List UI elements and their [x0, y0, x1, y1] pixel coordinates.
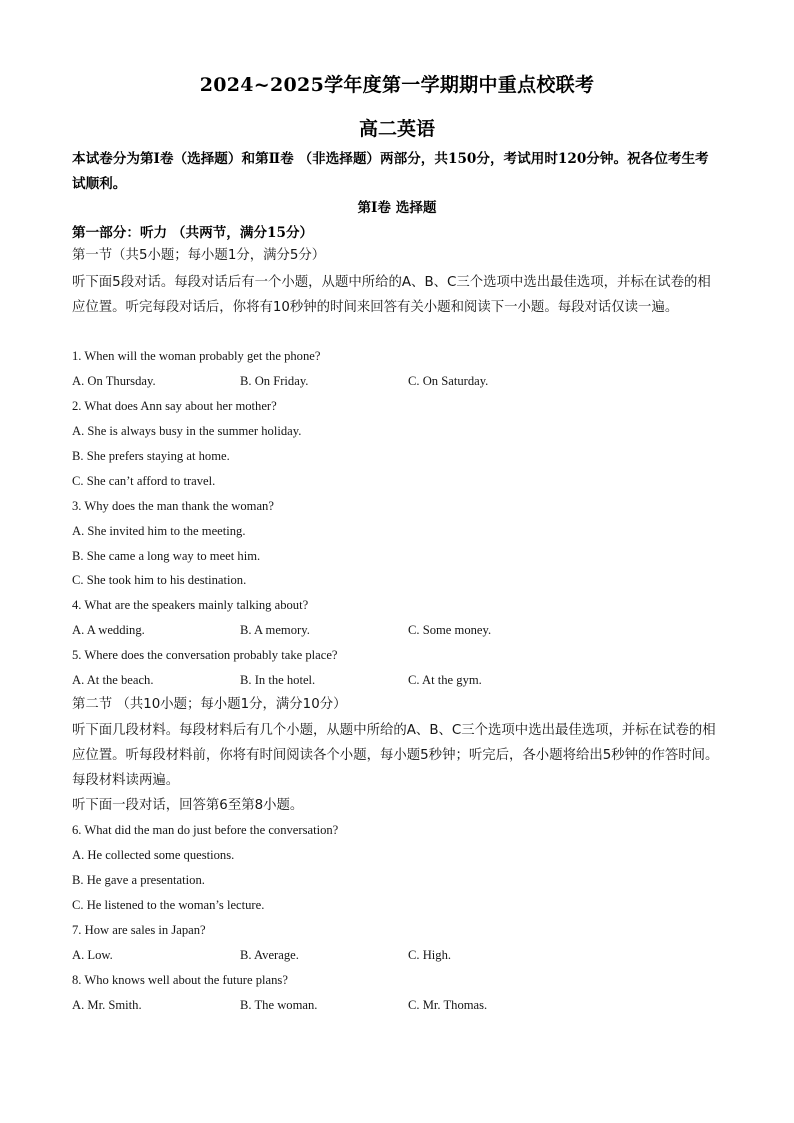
option-b: B. She came a long way to meet him. — [72, 549, 261, 563]
section1-instructions: 听下面5段对话。每段对话后有一个小题，从题中所给的A、B、C三个选项中选出最佳选项，并标在试卷的相应位置。听完每段对话后，你将有10秒钟的时间来回答有关小题和阅读下一小题。每段对话仅读一遍。 — [72, 275, 711, 315]
question-stem: 6. What did the man do just before the conversation? — [72, 823, 339, 837]
question-stem: 1. When will the woman probably get the phone? — [72, 349, 321, 363]
question-stem: 5. Where does the conversation probably take place? — [72, 648, 338, 662]
option-a: A. Low. — [72, 948, 113, 962]
section2-title: 第二节 （共10小题；每小题1分，满分10分） — [72, 697, 347, 712]
section2-instructions: 听下面几段材料。每段材料后有几个小题，从题中所给的A、B、C三个选项中选出最佳选项，并标在试卷的相应位置。听每段材料前，你将有时间阅读各个小题，每小题5秒钟；听完后，各小题将给出5秒钟的作答时间。每段材料读两遍。 — [72, 723, 719, 788]
option-c: C. He listened to the woman’s lecture. — [72, 898, 265, 912]
part1-title: 第一部分：听力 （共两节，满分15分） — [72, 225, 314, 241]
exam-intro: 本试卷分为第Ⅰ卷（选择题）和第Ⅱ卷 （非选择题）两部分，共150分，考试用时120分钟。祝各位考生考试顺利。 — [72, 151, 709, 192]
volume-title: 第Ⅰ卷 选择题 — [357, 200, 437, 216]
option-b: B. In the hotel. — [240, 673, 316, 687]
option-c: C. High. — [408, 948, 452, 962]
option-c: C. Mr. Thomas. — [408, 998, 488, 1012]
section1-title: 第一节（共5小题；每小题1分，满分5分） — [72, 248, 326, 263]
option-a: A. At the beach. — [72, 673, 154, 687]
option-a: A. She invited him to the meeting. — [72, 524, 246, 538]
option-b: B. A memory. — [240, 623, 310, 637]
option-b: B. He gave a presentation. — [72, 873, 205, 887]
option-a: A. Mr. Smith. — [72, 998, 142, 1012]
option-a: A. A wedding. — [72, 623, 145, 637]
option-c: C. She took him to his destination. — [72, 573, 247, 587]
option-c: C. On Saturday. — [408, 374, 489, 388]
option-c: C. Some money. — [408, 623, 492, 637]
question-stem: 7. How are sales in Japan? — [72, 923, 206, 937]
option-b: B. The woman. — [240, 998, 318, 1012]
option-a: A. On Thursday. — [72, 374, 156, 388]
question-stem: 4. What are the speakers mainly talking about? — [72, 598, 309, 612]
question-stem: 3. Why does the man thank the woman? — [72, 499, 274, 513]
option-c: C. She can’t afford to travel. — [72, 474, 216, 488]
option-a: A. He collected some questions. — [72, 848, 235, 862]
subject-title: 高二英语 — [358, 118, 435, 140]
option-a: A. She is always busy in the summer holiday. — [72, 424, 302, 438]
exam-title: 2024~2025学年度第一学期期中重点校联考 — [199, 74, 595, 96]
option-c: C. At the gym. — [408, 673, 482, 687]
dialog-intro: 听下面一段对话，回答第6至第8小题。 — [72, 798, 304, 813]
option-b: B. Average. — [240, 948, 299, 962]
question-stem: 2. What does Ann say about her mother? — [72, 399, 277, 413]
option-b: B. On Friday. — [240, 374, 309, 388]
question-stem: 8. Who knows well about the future plans? — [72, 973, 288, 987]
option-b: B. She prefers staying at home. — [72, 449, 230, 463]
